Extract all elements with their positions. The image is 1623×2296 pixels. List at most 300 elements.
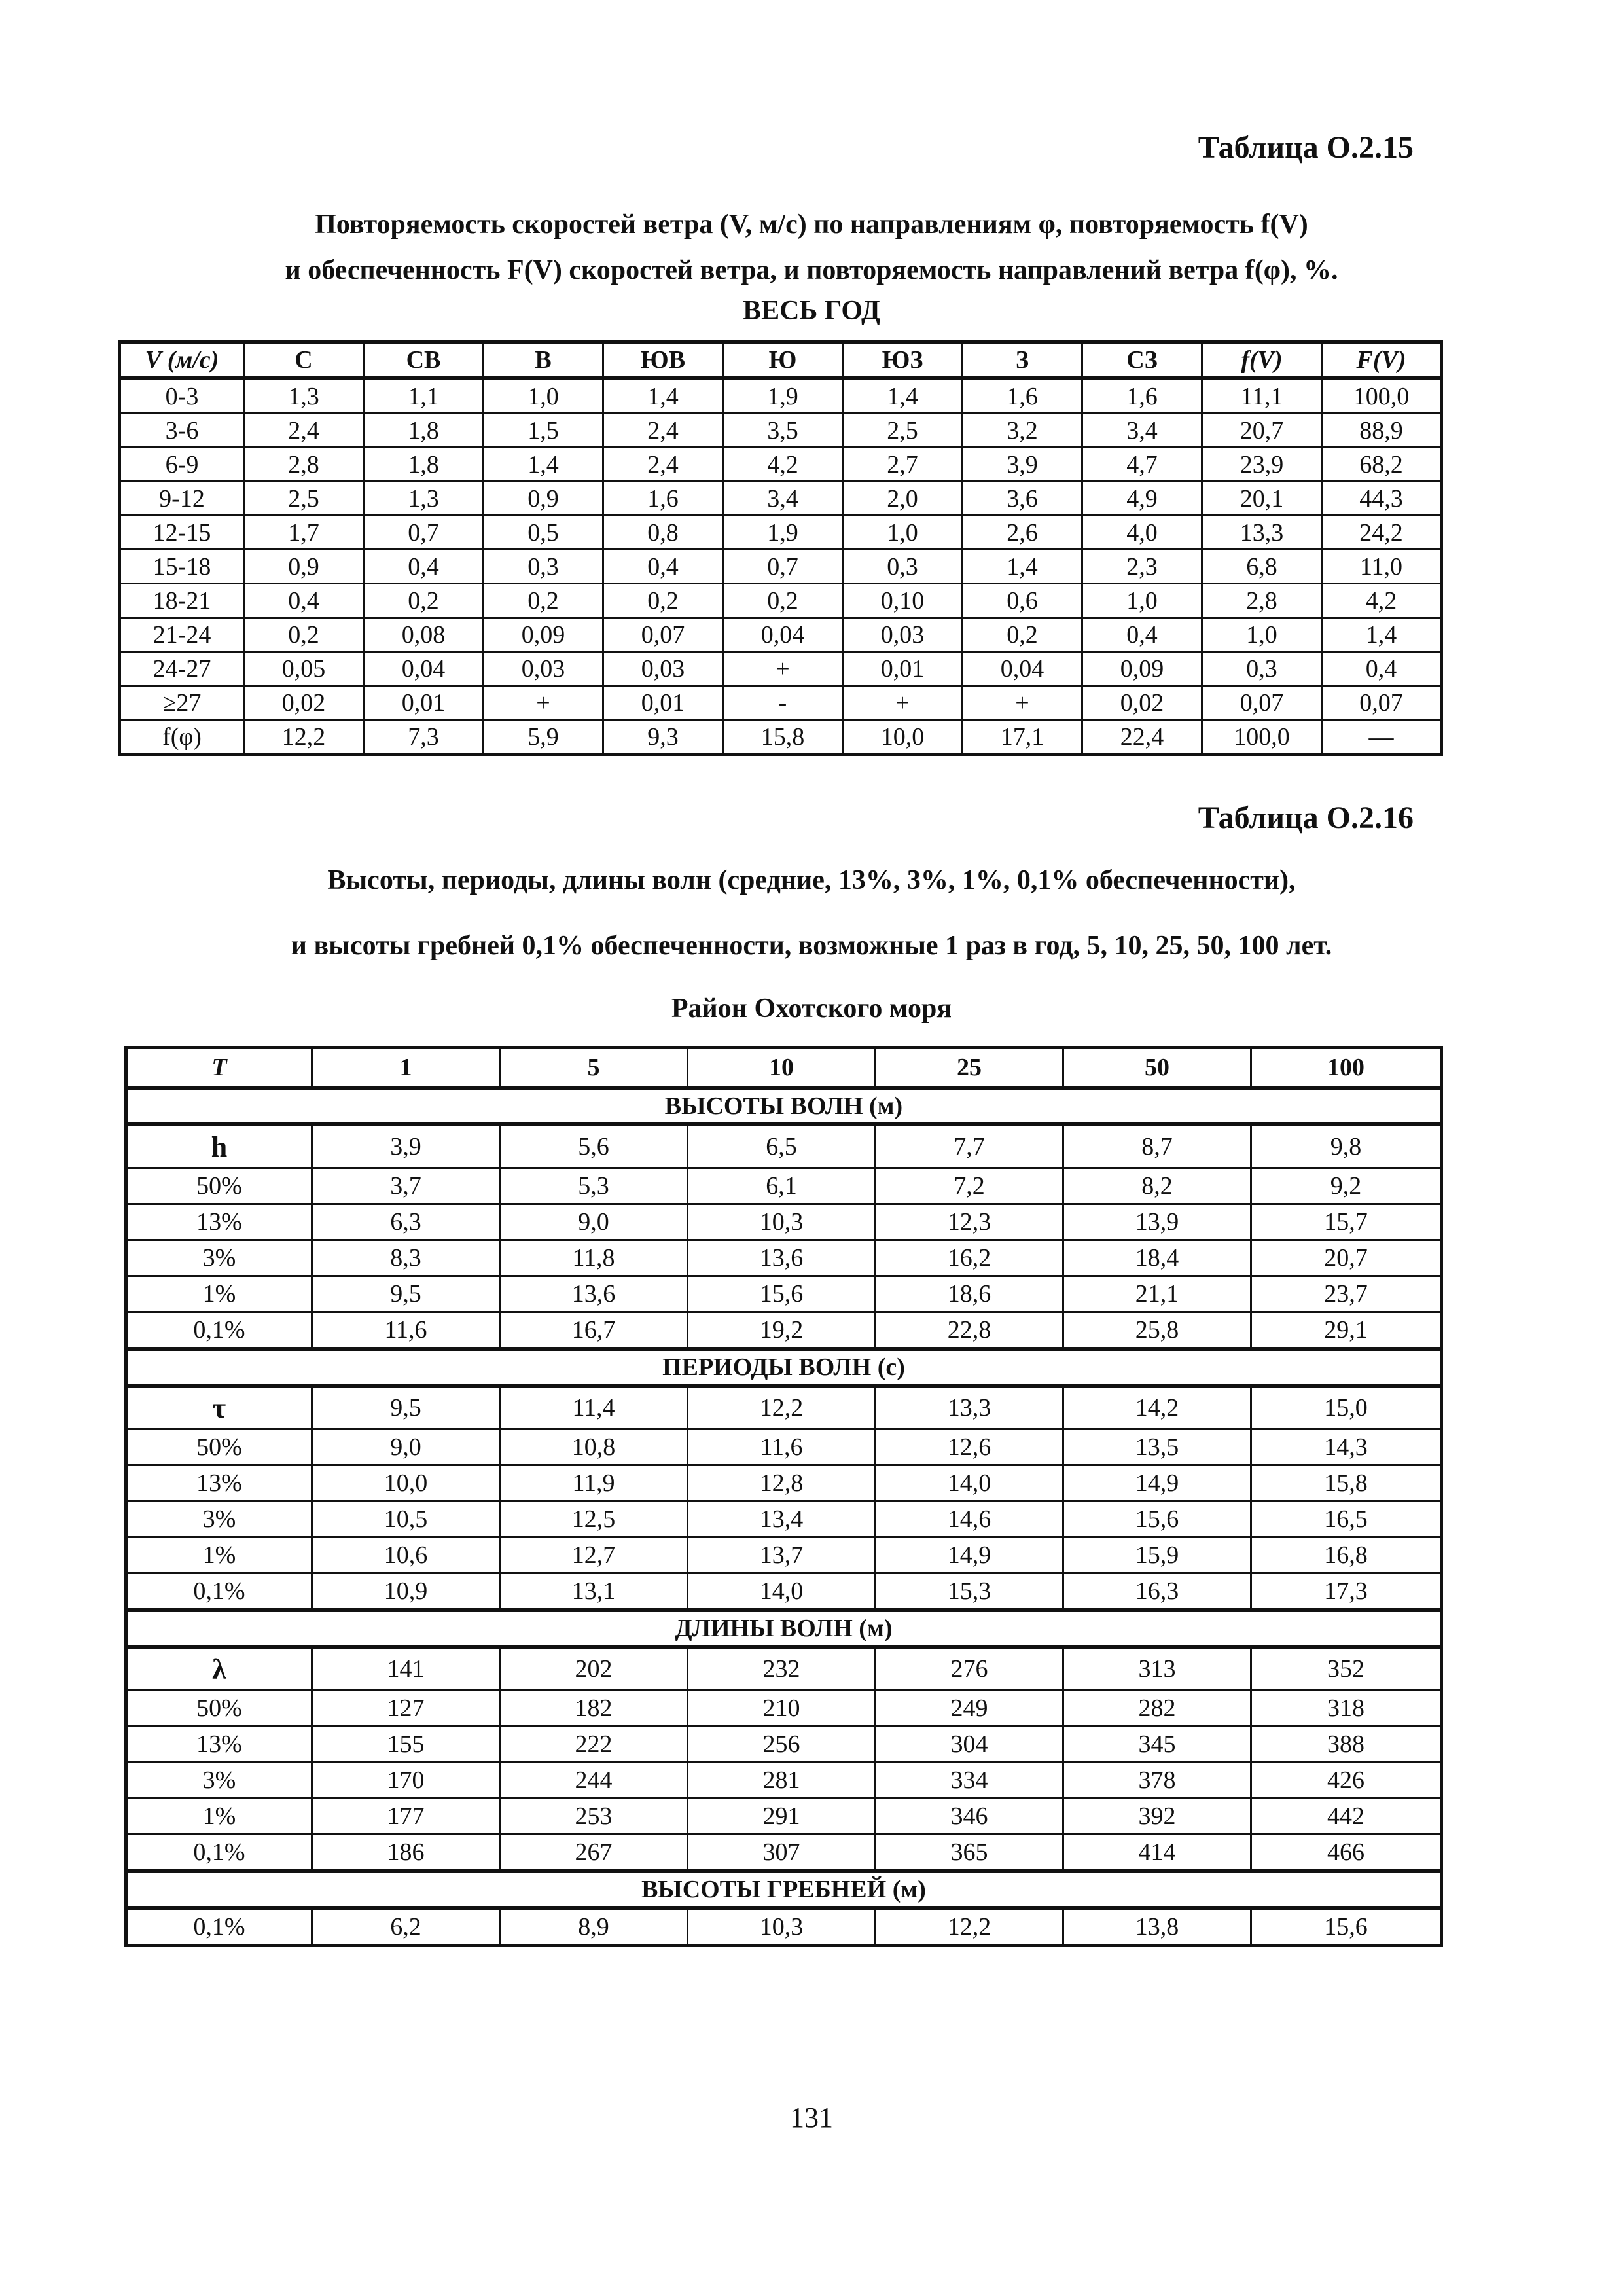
table1-label: Таблица О.2.15 bbox=[1198, 130, 1414, 165]
table2-header-cell: 25 bbox=[876, 1048, 1063, 1088]
table1-cell: 1,9 bbox=[723, 378, 843, 414]
table2-cell: 13,6 bbox=[500, 1276, 688, 1312]
table1-cell: 3,9 bbox=[963, 448, 1082, 482]
table2-row-label: 50% bbox=[126, 1429, 312, 1465]
table2-row bbox=[126, 1124, 1442, 1168]
table1-cell: 0,03 bbox=[843, 618, 963, 652]
table1-cell: 20,7 bbox=[1202, 414, 1322, 448]
table1-cell: 2,4 bbox=[603, 448, 723, 482]
table1-cell: 0,09 bbox=[484, 618, 603, 652]
table2-cell: 8,9 bbox=[500, 1908, 688, 1946]
table2-cell: 267 bbox=[500, 1835, 688, 1872]
table2-cell: 11,6 bbox=[312, 1312, 500, 1350]
table2-section-title: ДЛИНЫ ВОЛН (м) bbox=[126, 1610, 1442, 1647]
table1-cell: 100,0 bbox=[1322, 378, 1442, 414]
table2-cell: 378 bbox=[1063, 1763, 1251, 1799]
table2-row-label: 3% bbox=[126, 1240, 312, 1276]
table2-cell: 16,2 bbox=[876, 1240, 1063, 1276]
table1-cell: 0,01 bbox=[843, 652, 963, 686]
table2-cell: 17,3 bbox=[1251, 1573, 1442, 1611]
table2-cell: 6,2 bbox=[312, 1908, 500, 1946]
table2-cell: 9,5 bbox=[312, 1386, 500, 1429]
table1-cell: 23,9 bbox=[1202, 448, 1322, 482]
table2-caption-line3: Район Охотского моря bbox=[671, 994, 952, 1024]
table1-cell: 17,1 bbox=[963, 720, 1082, 755]
table2-row bbox=[126, 1312, 1442, 1350]
table2-cell: 13,9 bbox=[1063, 1204, 1251, 1240]
table2-cell: 22,8 bbox=[876, 1312, 1063, 1350]
table1-cell: 2,4 bbox=[603, 414, 723, 448]
table2-caption-line2: и высоты гребней 0,1% обеспеченности, возможные 1 раз в год, 5, 10, 25, 50, 100 лет. bbox=[291, 931, 1332, 961]
table2-row bbox=[126, 1386, 1442, 1429]
table1-cell: 0,8 bbox=[603, 516, 723, 550]
table2-header-cell: T bbox=[126, 1048, 312, 1088]
table1-cell: 3,2 bbox=[963, 414, 1082, 448]
table2-cell: 244 bbox=[500, 1763, 688, 1799]
table2-cell: 11,8 bbox=[500, 1240, 688, 1276]
table2-row-label: 1% bbox=[126, 1537, 312, 1573]
table1-cell: 10,0 bbox=[843, 720, 963, 755]
table2-row bbox=[126, 1240, 1442, 1276]
table2-cell: 10,3 bbox=[688, 1908, 876, 1946]
table2-caption-line1: Высоты, периоды, длины волн (средние, 13%, 3%, 1%, 0,1% обеспеченности), bbox=[327, 865, 1296, 895]
table1-cell: 0,01 bbox=[603, 686, 723, 720]
table2-cell: 7,2 bbox=[876, 1168, 1063, 1204]
table1-cell: 4,7 bbox=[1082, 448, 1202, 482]
table1-cell: 20,1 bbox=[1202, 482, 1322, 516]
table1-cell: 11,0 bbox=[1322, 550, 1442, 584]
table2-cell: 20,7 bbox=[1251, 1240, 1442, 1276]
table2-cell: 365 bbox=[876, 1835, 1063, 1872]
table1-cell: 12,2 bbox=[244, 720, 364, 755]
table1-cell: 13,3 bbox=[1202, 516, 1322, 550]
table2-row bbox=[126, 1691, 1442, 1727]
table2-cell: 13,5 bbox=[1063, 1429, 1251, 1465]
table2-row-label: 3% bbox=[126, 1501, 312, 1537]
table1-cell: 2,3 bbox=[1082, 550, 1202, 584]
table2-header-cell: 100 bbox=[1251, 1048, 1442, 1088]
table2-row-label: 0,1% bbox=[126, 1573, 312, 1611]
table1-header-cell: Ю bbox=[723, 342, 843, 379]
table1-cell: 0,3 bbox=[843, 550, 963, 584]
table1-cell: 0,4 bbox=[603, 550, 723, 584]
table2-row-label: 50% bbox=[126, 1691, 312, 1727]
table2-section-row bbox=[126, 1349, 1442, 1386]
table1-row-label: 6-9 bbox=[120, 448, 244, 482]
table1-cell: 1,4 bbox=[963, 550, 1082, 584]
table1-cell: 1,6 bbox=[963, 378, 1082, 414]
table1-row bbox=[120, 482, 1442, 516]
table1-cell: 1,3 bbox=[364, 482, 484, 516]
table2-cell: 11,4 bbox=[500, 1386, 688, 1429]
table1-cell: 1,4 bbox=[1322, 618, 1442, 652]
table2-cell: 8,3 bbox=[312, 1240, 500, 1276]
table2-cell: 281 bbox=[688, 1763, 876, 1799]
table1-cell: 2,7 bbox=[843, 448, 963, 482]
table2-row bbox=[126, 1276, 1442, 1312]
table1-cell: 0,04 bbox=[723, 618, 843, 652]
table2-cell: 10,8 bbox=[500, 1429, 688, 1465]
table1-cell: + bbox=[843, 686, 963, 720]
table2-header-cell: 5 bbox=[500, 1048, 688, 1088]
table1-cell: 1,6 bbox=[603, 482, 723, 516]
table2-section-title: ПЕРИОДЫ ВОЛН (с) bbox=[126, 1349, 1442, 1386]
table1-caption-line3: ВЕСЬ ГОД bbox=[743, 296, 880, 326]
table1-cell: 1,1 bbox=[364, 378, 484, 414]
wave-parameters-table bbox=[124, 1046, 1443, 1947]
table2-row bbox=[126, 1537, 1442, 1573]
table1-cell: 24,2 bbox=[1322, 516, 1442, 550]
table2-cell: 23,7 bbox=[1251, 1276, 1442, 1312]
table1-cell: 6,8 bbox=[1202, 550, 1322, 584]
table1-cell: 0,9 bbox=[244, 550, 364, 584]
table1-row-label: 12-15 bbox=[120, 516, 244, 550]
table1-row bbox=[120, 378, 1442, 414]
table2-cell: 127 bbox=[312, 1691, 500, 1727]
table2-row-label: 13% bbox=[126, 1204, 312, 1240]
table2-header-cell: 1 bbox=[312, 1048, 500, 1088]
table1-cell: 0,03 bbox=[484, 652, 603, 686]
table1-cell: 0,3 bbox=[484, 550, 603, 584]
table2-cell: 15,6 bbox=[1251, 1908, 1442, 1946]
table1-cell: 4,2 bbox=[723, 448, 843, 482]
table2-cell: 232 bbox=[688, 1647, 876, 1691]
table2-cell: 15,0 bbox=[1251, 1386, 1442, 1429]
table1-row-label: 3-6 bbox=[120, 414, 244, 448]
table2-cell: 388 bbox=[1251, 1727, 1442, 1763]
table1-cell: 1,8 bbox=[364, 448, 484, 482]
table1-cell: 1,4 bbox=[843, 378, 963, 414]
table1-cell: 0,04 bbox=[963, 652, 1082, 686]
table1-row-label: 24-27 bbox=[120, 652, 244, 686]
table2-cell: 16,3 bbox=[1063, 1573, 1251, 1611]
table2-cell: 345 bbox=[1063, 1727, 1251, 1763]
table1-cell: 0,6 bbox=[963, 584, 1082, 618]
table1-cell: 1,0 bbox=[843, 516, 963, 550]
table2-cell: 9,0 bbox=[500, 1204, 688, 1240]
table1-cell: 2,5 bbox=[244, 482, 364, 516]
table2-row bbox=[126, 1573, 1442, 1611]
table1-cell: 11,1 bbox=[1202, 378, 1322, 414]
table1-cell: 2,0 bbox=[843, 482, 963, 516]
table2-cell: 276 bbox=[876, 1647, 1063, 1691]
table2-cell: 10,9 bbox=[312, 1573, 500, 1611]
table1-cell: 0,07 bbox=[1322, 686, 1442, 720]
table2-cell: 13,4 bbox=[688, 1501, 876, 1537]
table2-cell: 9,5 bbox=[312, 1276, 500, 1312]
table2-cell: 304 bbox=[876, 1727, 1063, 1763]
table2-cell: 318 bbox=[1251, 1691, 1442, 1727]
table2-cell: 18,6 bbox=[876, 1276, 1063, 1312]
table1-header-cell: З bbox=[963, 342, 1082, 379]
table1-cell: 5,9 bbox=[484, 720, 603, 755]
table1-row bbox=[120, 448, 1442, 482]
table1-cell: 0,3 bbox=[1202, 652, 1322, 686]
table2-cell: 6,3 bbox=[312, 1204, 500, 1240]
table2-cell: 13,6 bbox=[688, 1240, 876, 1276]
table2-cell: 14,0 bbox=[688, 1573, 876, 1611]
table1-cell: 0,03 bbox=[603, 652, 723, 686]
table2-row bbox=[126, 1835, 1442, 1872]
table2-cell: 307 bbox=[688, 1835, 876, 1872]
table2-cell: 210 bbox=[688, 1691, 876, 1727]
table1-row bbox=[120, 516, 1442, 550]
table1-cell: 0,01 bbox=[364, 686, 484, 720]
table1-header-cell: V (м/с) bbox=[120, 342, 244, 379]
table1-cell: 3,4 bbox=[1082, 414, 1202, 448]
table2-row-label: 0,1% bbox=[126, 1312, 312, 1350]
table1-cell: 0,4 bbox=[1322, 652, 1442, 686]
table2-cell: 5,6 bbox=[500, 1124, 688, 1168]
table1-header-cell: СЗ bbox=[1082, 342, 1202, 379]
table2-cell: 334 bbox=[876, 1763, 1063, 1799]
table1-header-cell: В bbox=[484, 342, 603, 379]
table1-header-cell: f(V) bbox=[1202, 342, 1322, 379]
table2-row bbox=[126, 1799, 1442, 1835]
table1-row bbox=[120, 414, 1442, 448]
table1-row bbox=[120, 686, 1442, 720]
table2-cell: 182 bbox=[500, 1691, 688, 1727]
table2-section-row bbox=[126, 1088, 1442, 1124]
table2-cell: 8,2 bbox=[1063, 1168, 1251, 1204]
table1-cell: 1,0 bbox=[1202, 618, 1322, 652]
table1-cell: 0,2 bbox=[364, 584, 484, 618]
table2-cell: 12,2 bbox=[688, 1386, 876, 1429]
table1-cell: + bbox=[723, 652, 843, 686]
table1-cell: 0,09 bbox=[1082, 652, 1202, 686]
table2-cell: 13,1 bbox=[500, 1573, 688, 1611]
table1-cell: 4,9 bbox=[1082, 482, 1202, 516]
table1-cell: 0,2 bbox=[963, 618, 1082, 652]
table2-header-cell: 50 bbox=[1063, 1048, 1251, 1088]
table1-cell: 0,9 bbox=[484, 482, 603, 516]
table2-cell: 15,6 bbox=[1063, 1501, 1251, 1537]
table1-header-cell: С bbox=[244, 342, 364, 379]
table1-cell: 1,0 bbox=[1082, 584, 1202, 618]
table1-cell: 0,2 bbox=[244, 618, 364, 652]
page-number: 131 bbox=[790, 2102, 833, 2134]
table1-cell: 0,7 bbox=[364, 516, 484, 550]
table1-cell: 0,02 bbox=[244, 686, 364, 720]
table1-header-cell: СВ bbox=[364, 342, 484, 379]
table2-cell: 313 bbox=[1063, 1647, 1251, 1691]
table2-row-label: 13% bbox=[126, 1727, 312, 1763]
table2-cell: 13,3 bbox=[876, 1386, 1063, 1429]
table2-cell: 14,2 bbox=[1063, 1386, 1251, 1429]
table2-cell: 14,9 bbox=[876, 1537, 1063, 1573]
table2-cell: 21,1 bbox=[1063, 1276, 1251, 1312]
table1-cell: 3,6 bbox=[963, 482, 1082, 516]
table1-cell: 1,3 bbox=[244, 378, 364, 414]
table2-row bbox=[126, 1501, 1442, 1537]
table1-cell: 0,4 bbox=[244, 584, 364, 618]
table1-cell: 0,10 bbox=[843, 584, 963, 618]
table2-cell: 12,8 bbox=[688, 1465, 876, 1501]
table2-row-label: 13% bbox=[126, 1465, 312, 1501]
table1-cell: 0,04 bbox=[364, 652, 484, 686]
table1-cell: 3,5 bbox=[723, 414, 843, 448]
table2-cell: 352 bbox=[1251, 1647, 1442, 1691]
table1-cell: 2,6 bbox=[963, 516, 1082, 550]
table1-cell: 0,07 bbox=[603, 618, 723, 652]
table2-cell: 253 bbox=[500, 1799, 688, 1835]
table1-row-label: 9-12 bbox=[120, 482, 244, 516]
table2-row bbox=[126, 1429, 1442, 1465]
table1-cell: 100,0 bbox=[1202, 720, 1322, 755]
table2-cell: 10,5 bbox=[312, 1501, 500, 1537]
table2-cell: 6,5 bbox=[688, 1124, 876, 1168]
table2-cell: 12,6 bbox=[876, 1429, 1063, 1465]
table2-cell: 12,7 bbox=[500, 1537, 688, 1573]
table1-cell: 4,0 bbox=[1082, 516, 1202, 550]
table2-row-label: h bbox=[126, 1124, 312, 1168]
table1-cell: 1,7 bbox=[244, 516, 364, 550]
table2-row-label: 3% bbox=[126, 1763, 312, 1799]
table2-cell: 6,1 bbox=[688, 1168, 876, 1204]
table1-cell: 1,9 bbox=[723, 516, 843, 550]
table2-cell: 9,2 bbox=[1251, 1168, 1442, 1204]
table1-row-label: 15-18 bbox=[120, 550, 244, 584]
table2-cell: 12,5 bbox=[500, 1501, 688, 1537]
table2-header-cell: 10 bbox=[688, 1048, 876, 1088]
table2-cell: 141 bbox=[312, 1647, 500, 1691]
table2-cell: 15,9 bbox=[1063, 1537, 1251, 1573]
table1-header-cell: F(V) bbox=[1322, 342, 1442, 379]
table1-cell: 2,8 bbox=[244, 448, 364, 482]
table1-cell: + bbox=[963, 686, 1082, 720]
table2-cell: 19,2 bbox=[688, 1312, 876, 1350]
table2-cell: 170 bbox=[312, 1763, 500, 1799]
table2-cell: 222 bbox=[500, 1727, 688, 1763]
table1-cell: 3,4 bbox=[723, 482, 843, 516]
table2-row bbox=[126, 1763, 1442, 1799]
table1-row bbox=[120, 618, 1442, 652]
table2-cell: 155 bbox=[312, 1727, 500, 1763]
table2-cell: 16,5 bbox=[1251, 1501, 1442, 1537]
table1-row-label: f(φ) bbox=[120, 720, 244, 755]
table2-cell: 291 bbox=[688, 1799, 876, 1835]
table2-row bbox=[126, 1204, 1442, 1240]
table1-row-label: 18-21 bbox=[120, 584, 244, 618]
table2-cell: 3,9 bbox=[312, 1124, 500, 1168]
table2-cell: 15,3 bbox=[876, 1573, 1063, 1611]
table2-cell: 426 bbox=[1251, 1763, 1442, 1799]
table2-cell: 10,3 bbox=[688, 1204, 876, 1240]
table1-cell: 1,5 bbox=[484, 414, 603, 448]
table2-row bbox=[126, 1465, 1442, 1501]
table1-row-label: 21-24 bbox=[120, 618, 244, 652]
table2-cell: 256 bbox=[688, 1727, 876, 1763]
table1-cell: 4,2 bbox=[1322, 584, 1442, 618]
table2-cell: 466 bbox=[1251, 1835, 1442, 1872]
table1-cell: 9,3 bbox=[603, 720, 723, 755]
table1-cell: 22,4 bbox=[1082, 720, 1202, 755]
table2-row-label: λ bbox=[126, 1647, 312, 1691]
table2-cell: 9,0 bbox=[312, 1429, 500, 1465]
table2-cell: 282 bbox=[1063, 1691, 1251, 1727]
table2-row-label: 0,1% bbox=[126, 1908, 312, 1946]
table2-cell: 5,3 bbox=[500, 1168, 688, 1204]
table2-cell: 25,8 bbox=[1063, 1312, 1251, 1350]
table1-row-label: ≥27 bbox=[120, 686, 244, 720]
table1-cell: 44,3 bbox=[1322, 482, 1442, 516]
table1-cell: — bbox=[1322, 720, 1442, 755]
table1-caption-line1: Повторяемость скоростей ветра (V, м/с) по направлениям φ, повторяемость f(V) bbox=[315, 209, 1308, 240]
table2-cell: 14,6 bbox=[876, 1501, 1063, 1537]
table2-cell: 11,6 bbox=[688, 1429, 876, 1465]
table2-row bbox=[126, 1647, 1442, 1691]
table1-row bbox=[120, 584, 1442, 618]
table2-section-title: ВЫСОТЫ ГРЕБНЕЙ (м) bbox=[126, 1871, 1442, 1908]
table2-cell: 186 bbox=[312, 1835, 500, 1872]
table1-cell: 0,4 bbox=[1082, 618, 1202, 652]
table2-cell: 10,6 bbox=[312, 1537, 500, 1573]
table2-cell: 7,7 bbox=[876, 1124, 1063, 1168]
table1-cell: 88,9 bbox=[1322, 414, 1442, 448]
table2-cell: 15,6 bbox=[688, 1276, 876, 1312]
table2-cell: 414 bbox=[1063, 1835, 1251, 1872]
table1-cell: 0,5 bbox=[484, 516, 603, 550]
table2-cell: 14,0 bbox=[876, 1465, 1063, 1501]
table1-cell: 0,05 bbox=[244, 652, 364, 686]
table2-row bbox=[126, 1727, 1442, 1763]
table2-cell: 11,9 bbox=[500, 1465, 688, 1501]
table2-cell: 16,7 bbox=[500, 1312, 688, 1350]
table2-cell: 15,7 bbox=[1251, 1204, 1442, 1240]
table1-cell: 0,7 bbox=[723, 550, 843, 584]
table1-row bbox=[120, 720, 1442, 755]
table1-cell: 15,8 bbox=[723, 720, 843, 755]
table2-cell: 392 bbox=[1063, 1799, 1251, 1835]
table1-cell: + bbox=[484, 686, 603, 720]
table1-row-label: 0-3 bbox=[120, 378, 244, 414]
table2-row-label: 1% bbox=[126, 1799, 312, 1835]
table2-row-label: 1% bbox=[126, 1276, 312, 1312]
table2-cell: 14,3 bbox=[1251, 1429, 1442, 1465]
table2-cell: 10,0 bbox=[312, 1465, 500, 1501]
table2-section-title: ВЫСОТЫ ВОЛН (м) bbox=[126, 1088, 1442, 1124]
table1-cell: 1,8 bbox=[364, 414, 484, 448]
table2-cell: 12,2 bbox=[876, 1908, 1063, 1946]
table2-cell: 13,8 bbox=[1063, 1908, 1251, 1946]
table2-row-label: 0,1% bbox=[126, 1835, 312, 1872]
table1-cell: 0,2 bbox=[484, 584, 603, 618]
table2-cell: 8,7 bbox=[1063, 1124, 1251, 1168]
table2-section-row bbox=[126, 1871, 1442, 1908]
table2-row-label: τ bbox=[126, 1386, 312, 1429]
table2-row-label: 50% bbox=[126, 1168, 312, 1204]
table2-cell: 16,8 bbox=[1251, 1537, 1442, 1573]
table1-row bbox=[120, 550, 1442, 584]
table1-cell: 1,4 bbox=[484, 448, 603, 482]
table2-cell: 442 bbox=[1251, 1799, 1442, 1835]
table2-row bbox=[126, 1168, 1442, 1204]
table2-label: Таблица О.2.16 bbox=[1198, 800, 1414, 835]
table1-cell: - bbox=[723, 686, 843, 720]
table2-cell: 9,8 bbox=[1251, 1124, 1442, 1168]
table1-cell: 0,2 bbox=[603, 584, 723, 618]
table2-cell: 13,7 bbox=[688, 1537, 876, 1573]
table2-cell: 15,8 bbox=[1251, 1465, 1442, 1501]
table1-row bbox=[120, 652, 1442, 686]
table1-cell: 0,08 bbox=[364, 618, 484, 652]
table1-cell: 0,02 bbox=[1082, 686, 1202, 720]
table1-cell: 1,0 bbox=[484, 378, 603, 414]
table1-cell: 0,4 bbox=[364, 550, 484, 584]
table1-header-cell: ЮЗ bbox=[843, 342, 963, 379]
table1-header-cell: ЮВ bbox=[603, 342, 723, 379]
table2-cell: 3,7 bbox=[312, 1168, 500, 1204]
